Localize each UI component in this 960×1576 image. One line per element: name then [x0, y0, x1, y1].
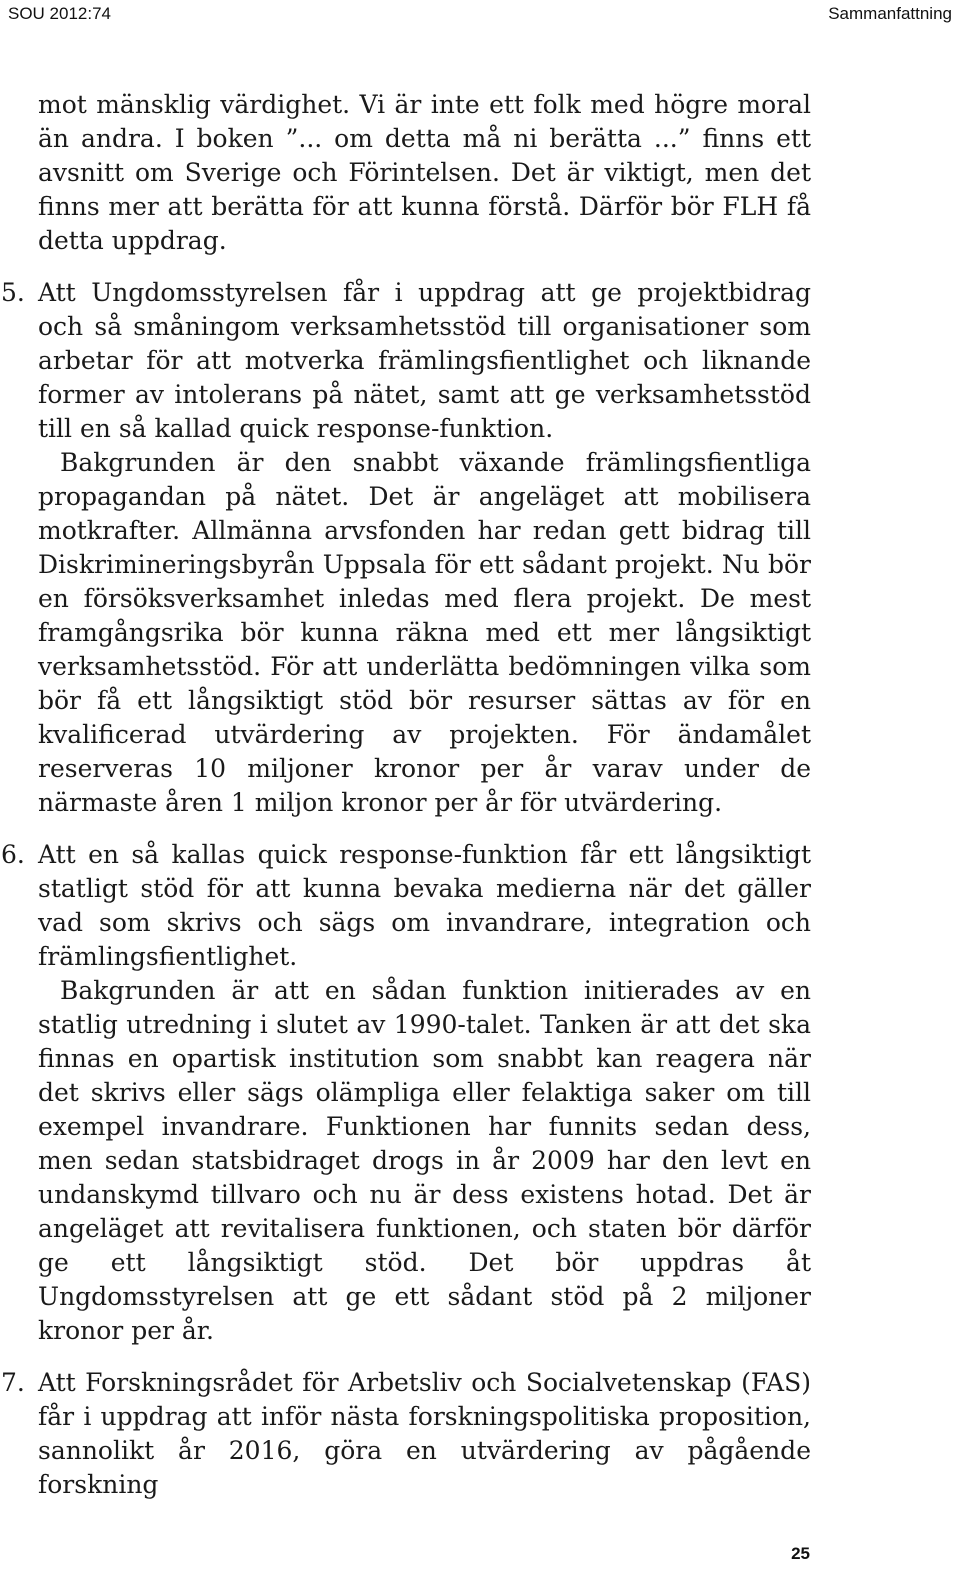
list-item-text: Att Forskningsrådet för Arbetsliv och Socialvetenskap (FAS) får i uppdrag att inför nästa forskningspolitiska proposition, sannolikt år 2016, göra en utvärdering av pågående forskning [38, 1368, 811, 1499]
list-item-background: Bakgrunden är att en sådan funktion initierades av en statlig utredning i slutet av 1990-talet. Tanken är att det ska finnas en opartisk institution som snabbt kan reagera när det skrivs eller sägs olämpliga eller felaktiga saker om till exempel invandrare. Funktionen har funnits sedan dess, men sedan statsbidraget drogs in år 2009 har den levt en undanskymd tillvaro och nu är dess existens hotad. Det är angeläget att revitalisera funktionen, och staten bör därför ge ett långsiktigt stöd. Det bör uppdras åt Ungdomsstyrelsen att ge ett sådant stöd på 2 miljoner kronor per år. [38, 976, 811, 1345]
list-item-background: Bakgrunden är den snabbt växande främlingsfientliga propagandan på nätet. Det är angeläget att mobilisera motkrafter. Allmänna arvsfonden har redan gett bidrag till Diskrimineringsbyrån Uppsala för ett sådant projekt. Nu bör en försöksverksamhet inledas med flera projekt. De mest framgångsrika bör kunna räkna med ett mer långsiktigt verksamhetsstöd. För att underlätta bedömningen vilka som bör få ett långsiktigt stöd bör resurser sättas av för en kvalificerad utvärdering av projekten. För ändamålet reserveras 10 miljoner kronor per år varav under de närmaste åren 1 miljon kronor per år för utvärdering. [38, 448, 811, 817]
list-item-7 [1, 1366, 811, 1502]
intro-paragraph: mot mänsklig värdighet. Vi är inte ett folk med högre moral än andra. I boken ”... om detta må ni berätta ...” finns ett avsnitt om Sverige och Förintelsen. Det är viktigt, men det finns mer att berätta för att kunna förstå. Därför bör FLH få detta uppdrag. [38, 90, 811, 255]
list-item-number: 6. [1, 840, 25, 869]
list-item-number: 5. [1, 278, 25, 307]
document-body [1, 88, 811, 1502]
list-item-text: Att Ungdomsstyrelsen får i uppdrag att ge projektbidrag och så småningom verksamhetsstöd till organisationer som arbetar för att motverka främlingsfientlighet och liknande former av intolerans på nätet, samt att ge verksamhetsstöd till en så kallad quick response-funktion. [38, 278, 811, 443]
document-reference: SOU 2012:74 [8, 4, 112, 23]
page-header [8, 4, 952, 28]
section-title: Sammanfattning [828, 4, 952, 23]
page-number: 25 [791, 1544, 810, 1563]
list-item-5 [1, 276, 811, 820]
list-item-text: Att en så kallas quick response-funktion får ett långsiktigt statligt stöd för att kunna bevaka medierna när det gäller vad som skrivs och sägs om invandrare, integration och främlingsfientlighet. [38, 840, 811, 971]
list-item-number: 7. [1, 1368, 25, 1397]
list-item-6 [1, 838, 811, 1348]
